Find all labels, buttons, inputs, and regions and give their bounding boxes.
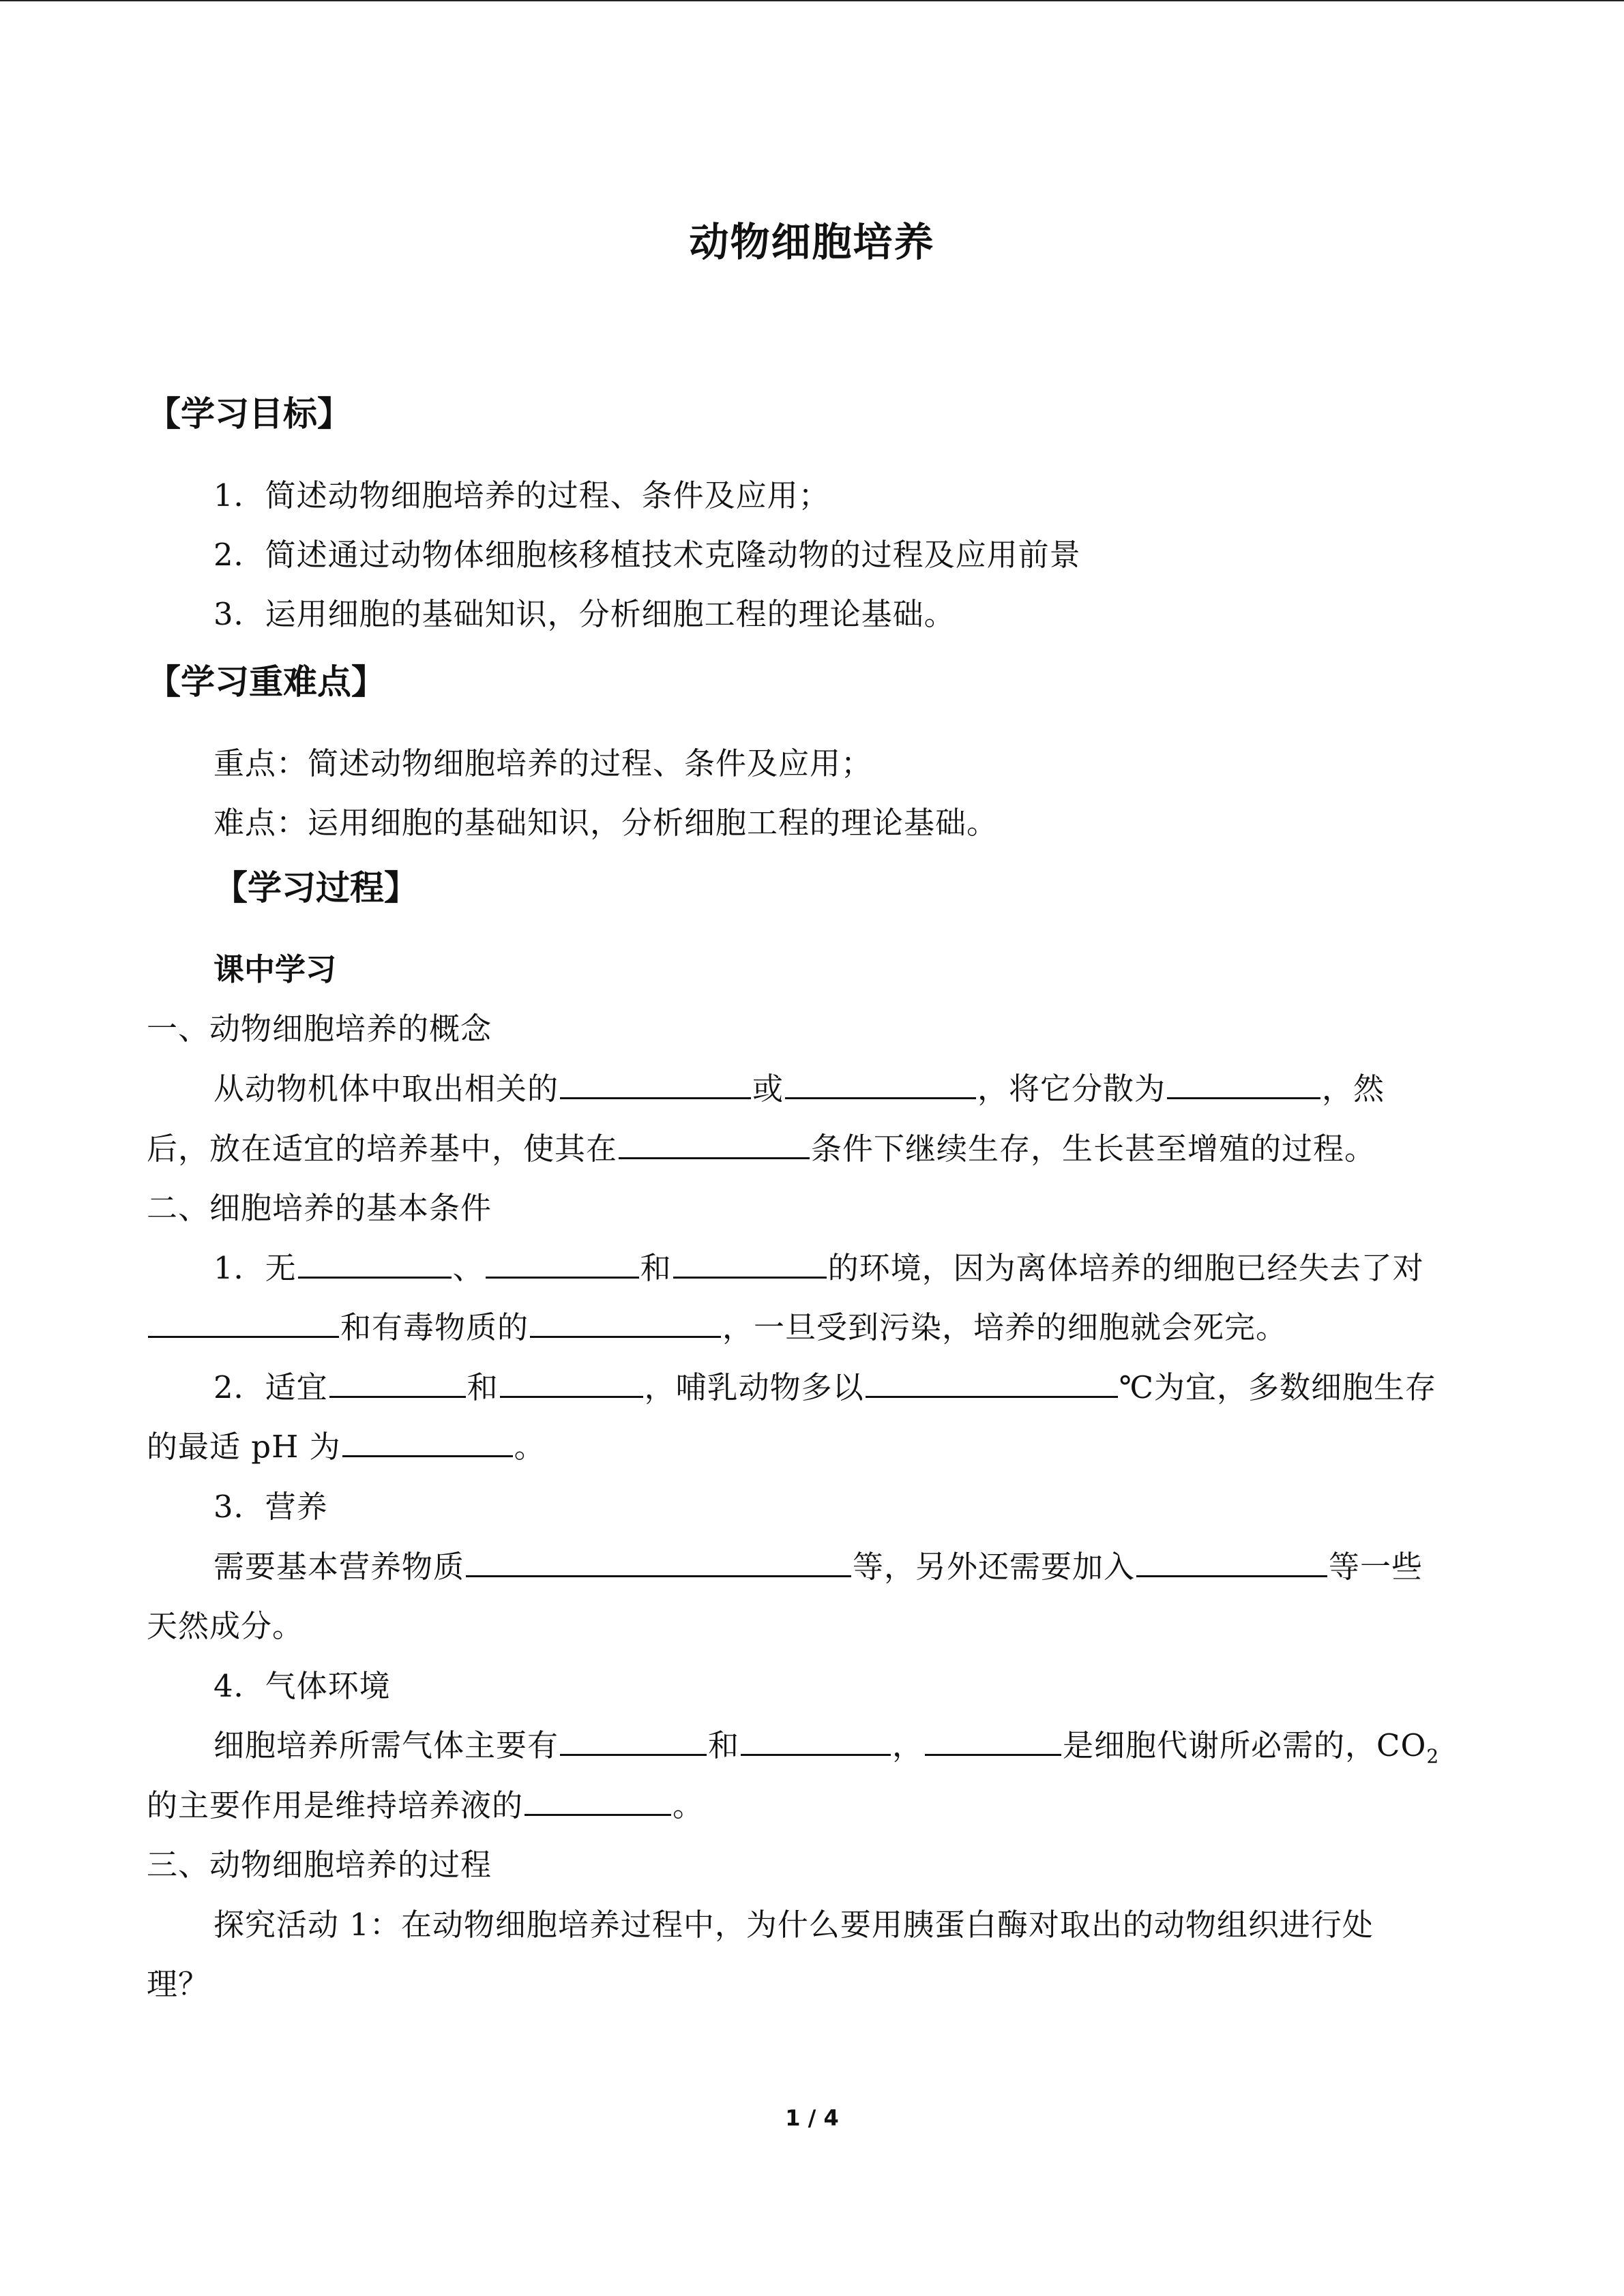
- text-segment: 后，放在适宜的培养基中，使其在: [147, 1131, 618, 1167]
- text-segment: 和: [467, 1369, 499, 1405]
- fill-blank: [298, 1247, 452, 1279]
- fill-blank: [1167, 1067, 1320, 1099]
- fill-blank: [785, 1067, 976, 1099]
- fill-blank: [925, 1724, 1061, 1756]
- condition-2-line-1: [213, 1364, 1436, 1412]
- fill-blank: [673, 1247, 827, 1279]
- fill-blank: [560, 1724, 707, 1756]
- conditions-heading: 二、细胞培养的基本条件: [147, 1190, 492, 1226]
- fill-blank: [342, 1425, 513, 1457]
- inquiry-line-2: 理？: [147, 1966, 210, 2002]
- fill-blank: [500, 1366, 643, 1398]
- section-heading-key-points: 【学习重难点】: [147, 662, 385, 702]
- culture-process-heading: 三、动物细胞培养的过程: [147, 1847, 492, 1883]
- fill-blank: [1136, 1545, 1327, 1577]
- text-segment: 、: [452, 1250, 484, 1286]
- goal-item-1: 1．简述动物细胞培养的过程、条件及应用；: [213, 477, 830, 513]
- text-segment: ，一旦受到污染，培养的细胞就会死完。: [722, 1309, 1288, 1345]
- condition-1-line-2: [147, 1304, 1287, 1352]
- fill-blank: [329, 1366, 466, 1398]
- text-segment: 等一些: [1329, 1549, 1423, 1585]
- condition-3-heading: 3．营养: [213, 1489, 328, 1525]
- concept-line-1: [213, 1065, 1385, 1113]
- condition-2-line-2: [147, 1423, 546, 1471]
- goal-item-3: 3．运用细胞的基础知识，分析细胞工程的理论基础。: [213, 596, 956, 632]
- text-segment: 需要基本营养物质: [213, 1549, 465, 1585]
- inquiry-line-1: 探究活动 1：在动物细胞培养过程中，为什么要用胰蛋白酶对取出的动物组织进行处: [213, 1907, 1374, 1943]
- condition-1-line-1: [213, 1244, 1424, 1292]
- key-point-difficulty: 难点：运用细胞的基础知识，分析细胞工程的理论基础。: [213, 805, 999, 841]
- text-segment: ℃为宜，多数细胞生存: [1119, 1369, 1437, 1405]
- fill-blank: [530, 1306, 721, 1338]
- subscript-2: 2: [1426, 1745, 1440, 1768]
- fill-blank: [560, 1067, 751, 1099]
- text-segment: 从动物机体中取出相关的: [213, 1071, 559, 1107]
- fill-blank: [486, 1247, 639, 1279]
- condition-4-heading: 4．气体环境: [213, 1668, 391, 1704]
- text-segment: 的环境，因为离体培养的细胞已经失去了对: [827, 1250, 1424, 1286]
- text-segment: ，然: [1322, 1071, 1385, 1107]
- condition-4-line-2: [147, 1782, 704, 1830]
- text-segment: 细胞培养所需气体主要有: [213, 1727, 559, 1763]
- fill-blank: [525, 1784, 671, 1816]
- text-segment: 2．适宜: [213, 1369, 328, 1405]
- fill-blank: [148, 1306, 339, 1338]
- key-point-focus: 重点：简述动物细胞培养的过程、条件及应用；: [213, 745, 873, 781]
- text-segment: ，哺乳动物多以: [644, 1369, 864, 1405]
- text-segment: 。: [673, 1787, 705, 1823]
- goal-item-2: 2．简述通过动物体细胞核移植技术克隆动物的过程及应用前景: [213, 537, 1081, 573]
- text-segment: 或: [752, 1071, 784, 1107]
- section-heading-goals: 【学习目标】: [147, 394, 351, 434]
- fill-blank: [866, 1366, 1118, 1398]
- fill-blank: [741, 1724, 891, 1756]
- text-segment: 。: [514, 1429, 546, 1465]
- text-segment: 等，另外还需要加入: [853, 1549, 1136, 1585]
- condition-3-line-2: 天然成分。: [147, 1608, 304, 1644]
- text-segment: 是细胞代谢所必需的，CO: [1063, 1727, 1427, 1763]
- text-segment: 的主要作用是维持培养液的: [147, 1787, 524, 1823]
- section-heading-process: 【学习过程】: [213, 868, 418, 908]
- document-title: 动物细胞培养: [689, 219, 935, 265]
- text-segment: ，将它分散为: [977, 1071, 1166, 1107]
- text-segment: ，: [892, 1727, 924, 1763]
- concept-heading: 一、动物细胞培养的概念: [147, 1011, 492, 1047]
- text-segment: 1．无: [213, 1250, 297, 1286]
- concept-line-2: [147, 1125, 1376, 1173]
- text-segment: 和: [708, 1727, 740, 1763]
- text-segment: 条件下继续生存，生长甚至增殖的过程。: [811, 1131, 1376, 1167]
- condition-3-line-1: [213, 1543, 1423, 1591]
- condition-4-line-1: [213, 1722, 1439, 1770]
- text-segment: 和: [640, 1250, 672, 1286]
- fill-blank: [466, 1545, 851, 1577]
- subheading-in-class: 课中学习: [213, 951, 337, 987]
- text-segment: 和有毒物质的: [340, 1309, 529, 1345]
- fill-blank: [619, 1127, 810, 1159]
- page-indicator: 1 / 4: [785, 2105, 839, 2131]
- text-segment: 的最适 pH 为: [147, 1429, 341, 1465]
